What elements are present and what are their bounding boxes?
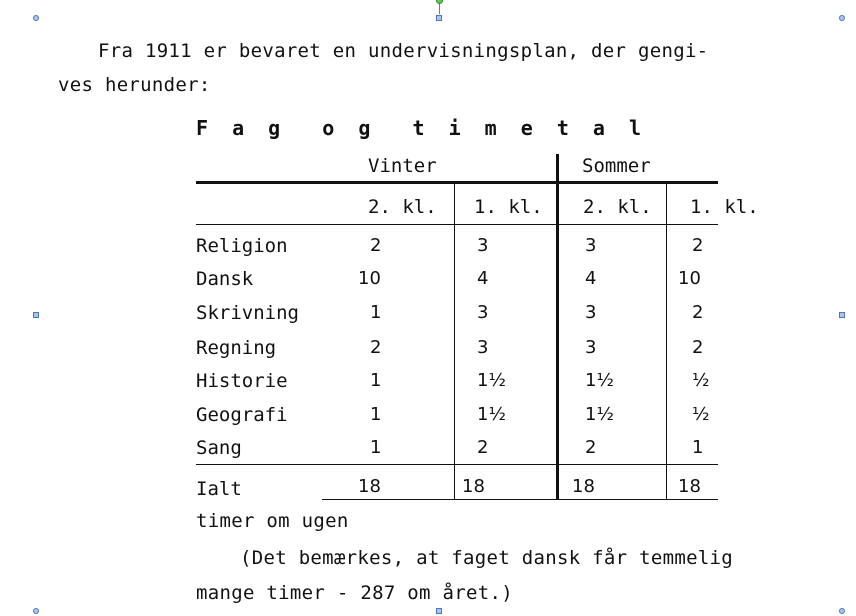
table-cell: 1½ [585,404,614,425]
column-divider [454,184,455,499]
table-cell: 10 [358,268,381,289]
season-header-winter: Vinter [368,155,437,177]
paragraph-2-line-2: mange timer - 287 om året.) [196,582,513,604]
total-label: Ialt [196,478,242,500]
table-cell: 2 [477,437,489,458]
table-top-rule [196,181,718,184]
table-cell: 2 [585,437,597,458]
table-cell: 1½ [477,370,506,391]
total-rule [196,464,718,465]
row-label: Historie [196,370,288,392]
table-cell: 3 [477,302,489,323]
row-label: Skrivning [196,302,299,324]
table-cell: 1 [370,437,382,458]
table-cell: 2 [370,235,382,256]
table-cell: 3 [585,302,597,323]
table-cell: 2 [692,337,704,358]
table-cell: 3 [585,337,597,358]
header-rule [196,224,718,225]
row-label: Sang [196,437,242,459]
table-cell: 3 [585,235,597,256]
class-header: 2. kl. [368,196,437,218]
paragraph-2-line-1: (Det bemærkes, at faget dansk får temmelig [240,547,734,569]
resize-handle-bottom-left[interactable] [33,608,39,614]
table-cell: 1½ [585,370,614,391]
paragraph-1-line-2: ves herunder: [58,74,211,96]
class-header: 2. kl. [583,196,652,218]
table-cell: 2 [370,337,382,358]
total-cell: 18 [572,476,595,497]
table-cell: ½ [692,370,710,391]
table-cell: 2 [692,235,704,256]
resize-handle-top[interactable] [436,15,442,21]
table-cell: 3 [477,337,489,358]
table-title: F a g o g t i m e t a l [196,116,648,140]
column-divider [666,184,667,499]
paragraph-1-line-1: Fra 1911 er bevaret en undervisningsplan, der gengi- [98,40,709,62]
rotate-handle[interactable] [436,0,443,4]
row-label: Geografi [196,404,288,426]
resize-handle-right[interactable] [839,312,845,318]
resize-handle-bottom[interactable] [436,608,442,614]
table-cell: 4 [477,268,489,289]
resize-handle-bottom-right[interactable] [839,608,845,614]
row-label: Regning [196,337,277,359]
row-label: Religion [196,235,288,257]
table-cell: 4 [585,268,597,289]
class-header: 1. kl. [474,196,543,218]
total-cell: 18 [678,476,701,497]
table-cell: 3 [477,235,489,256]
resize-handle-top-left[interactable] [33,15,39,21]
table-cell: 2 [692,302,704,323]
table-cell: 10 [678,268,701,289]
table-cell: 1 [692,437,704,458]
resize-handle-left[interactable] [33,312,39,318]
table-cell: ½ [692,404,710,425]
table-cell: 1 [370,404,382,425]
total-cell: 18 [462,476,485,497]
table-cell: 1 [370,302,382,323]
season-header-summer: Sommer [582,155,651,177]
table-cell: 1 [370,370,382,391]
total-cell: 18 [358,476,381,497]
resize-handle-top-right[interactable] [839,15,845,21]
table-cell: 1½ [477,404,506,425]
season-divider [556,154,559,499]
row-label: Dansk [196,268,254,290]
table-footnote: timer om ugen [196,510,349,532]
class-header: 1. kl. [690,196,759,218]
bottom-rule [322,499,718,500]
